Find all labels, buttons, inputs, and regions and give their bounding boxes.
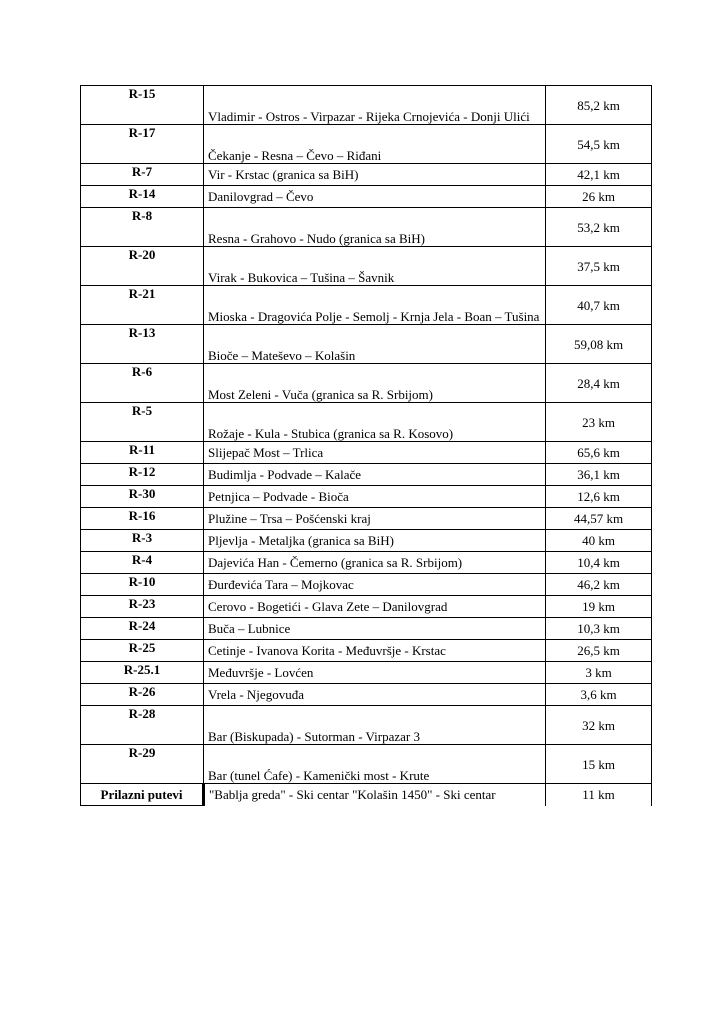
- road-route: Most Zeleni - Vuča (granica sa R. Srbijom): [204, 364, 546, 403]
- table-row: [81, 325, 652, 364]
- table-row: [81, 364, 652, 403]
- road-code: R-28: [81, 706, 204, 745]
- road-code: R-25.1: [81, 662, 204, 684]
- road-code: R-15: [81, 86, 204, 125]
- road-length: 10,4 km: [546, 552, 652, 574]
- road-route: Vir - Krstac (granica sa BiH): [204, 164, 546, 186]
- road-route: Plužine – Trsa – Pošćenski kraj: [204, 508, 546, 530]
- road-length: 65,6 km: [546, 442, 652, 464]
- road-code: R-13: [81, 325, 204, 364]
- table-row: [81, 442, 652, 464]
- table-row: [81, 286, 652, 325]
- table-row: [81, 574, 652, 596]
- road-route: Đurđevića Tara – Mojkovac: [204, 574, 546, 596]
- road-code: R-30: [81, 486, 204, 508]
- road-code: R-11: [81, 442, 204, 464]
- road-length: 53,2 km: [546, 208, 652, 247]
- road-length: 37,5 km: [546, 247, 652, 286]
- road-route: Cerovo - Bogetići - Glava Zete – Danilovgrad: [204, 596, 546, 618]
- road-code: R-20: [81, 247, 204, 286]
- road-length: 3,6 km: [546, 684, 652, 706]
- road-length: 28,4 km: [546, 364, 652, 403]
- road-route: Vladimir - Ostros - Virpazar - Rijeka Crnojevića - Donji Ulići: [204, 86, 546, 125]
- table-row: [81, 486, 652, 508]
- road-code: R-6: [81, 364, 204, 403]
- table-row: [81, 208, 652, 247]
- road-code: R-21: [81, 286, 204, 325]
- road-code: R-23: [81, 596, 204, 618]
- road-code: R-4: [81, 552, 204, 574]
- table-row: [81, 530, 652, 552]
- road-length: 46,2 km: [546, 574, 652, 596]
- road-route: Bar (Biskupada) - Sutorman - Virpazar 3: [204, 706, 546, 745]
- road-length: 26,5 km: [546, 640, 652, 662]
- road-route: "Bablja greda" - Ski centar "Kolašin 1450" - Ski centar: [204, 784, 546, 806]
- table-row: [81, 640, 652, 662]
- table-row: [81, 86, 652, 125]
- road-code: R-8: [81, 208, 204, 247]
- road-code: R-3: [81, 530, 204, 552]
- road-length: 19 km: [546, 596, 652, 618]
- table-row: [81, 186, 652, 208]
- table-row: [81, 706, 652, 745]
- road-code: R-14: [81, 186, 204, 208]
- road-route: Virak - Bukovica – Tušina – Šavnik: [204, 247, 546, 286]
- table-row: [81, 684, 652, 706]
- road-length: 23 km: [546, 403, 652, 442]
- road-length: 11 km: [546, 784, 652, 806]
- table-row: [81, 464, 652, 486]
- road-route: Bioče – Mateševo – Kolašin: [204, 325, 546, 364]
- road-code: R-29: [81, 745, 204, 784]
- table-row: [81, 596, 652, 618]
- roads-table: [80, 85, 652, 806]
- road-length: 40,7 km: [546, 286, 652, 325]
- table-row: [81, 403, 652, 442]
- road-code: R-25: [81, 640, 204, 662]
- road-route: Međuvršje - Lovćen: [204, 662, 546, 684]
- road-length: 12,6 km: [546, 486, 652, 508]
- road-route: Danilovgrad – Čevo: [204, 186, 546, 208]
- road-length: 3 km: [546, 662, 652, 684]
- road-route: Vrela - Njegovuđa: [204, 684, 546, 706]
- road-route: Petnjica – Podvade - Bioča: [204, 486, 546, 508]
- road-route: Čekanje - Resna – Čevo – Riđani: [204, 125, 546, 164]
- road-length: 32 km: [546, 706, 652, 745]
- road-length: 40 km: [546, 530, 652, 552]
- road-route: Pljevlja - Metaljka (granica sa BiH): [204, 530, 546, 552]
- table-row: [81, 745, 652, 784]
- road-code: Prilazni putevi: [81, 784, 204, 806]
- road-route: Cetinje - Ivanova Korita - Međuvršje - Krstac: [204, 640, 546, 662]
- road-code: R-7: [81, 164, 204, 186]
- road-route: Budimlja - Podvade – Kalače: [204, 464, 546, 486]
- road-code: R-10: [81, 574, 204, 596]
- road-route: Mioska - Dragovića Polje - Semolj - Krnja Jela - Boan – Tušina: [204, 286, 546, 325]
- table-row: [81, 247, 652, 286]
- road-code: R-5: [81, 403, 204, 442]
- road-length: 54,5 km: [546, 125, 652, 164]
- road-route: Buča – Lubnice: [204, 618, 546, 640]
- road-length: 44,57 km: [546, 508, 652, 530]
- road-length: 85,2 km: [546, 86, 652, 125]
- road-code: R-26: [81, 684, 204, 706]
- table-row: [81, 618, 652, 640]
- table-row: [81, 552, 652, 574]
- road-length: 36,1 km: [546, 464, 652, 486]
- road-code: R-16: [81, 508, 204, 530]
- road-length: 59,08 km: [546, 325, 652, 364]
- road-length: 42,1 km: [546, 164, 652, 186]
- road-length: 10,3 km: [546, 618, 652, 640]
- road-code: R-24: [81, 618, 204, 640]
- table-row: [81, 164, 652, 186]
- road-route: Rožaje - Kula - Stubica (granica sa R. Kosovo): [204, 403, 546, 442]
- road-code: R-12: [81, 464, 204, 486]
- table-row: [81, 508, 652, 530]
- road-length: 15 km: [546, 745, 652, 784]
- road-route: Dajevića Han - Čemerno (granica sa R. Srbijom): [204, 552, 546, 574]
- road-route: Resna - Grahovo - Nudo (granica sa BiH): [204, 208, 546, 247]
- table-row: [81, 784, 652, 806]
- road-route: Bar (tunel Ćafe) - Kamenički most - Krute: [204, 745, 546, 784]
- road-length: 26 km: [546, 186, 652, 208]
- table-row: [81, 662, 652, 684]
- road-code: R-17: [81, 125, 204, 164]
- table-row: [81, 125, 652, 164]
- road-route: Slijepač Most – Trlica: [204, 442, 546, 464]
